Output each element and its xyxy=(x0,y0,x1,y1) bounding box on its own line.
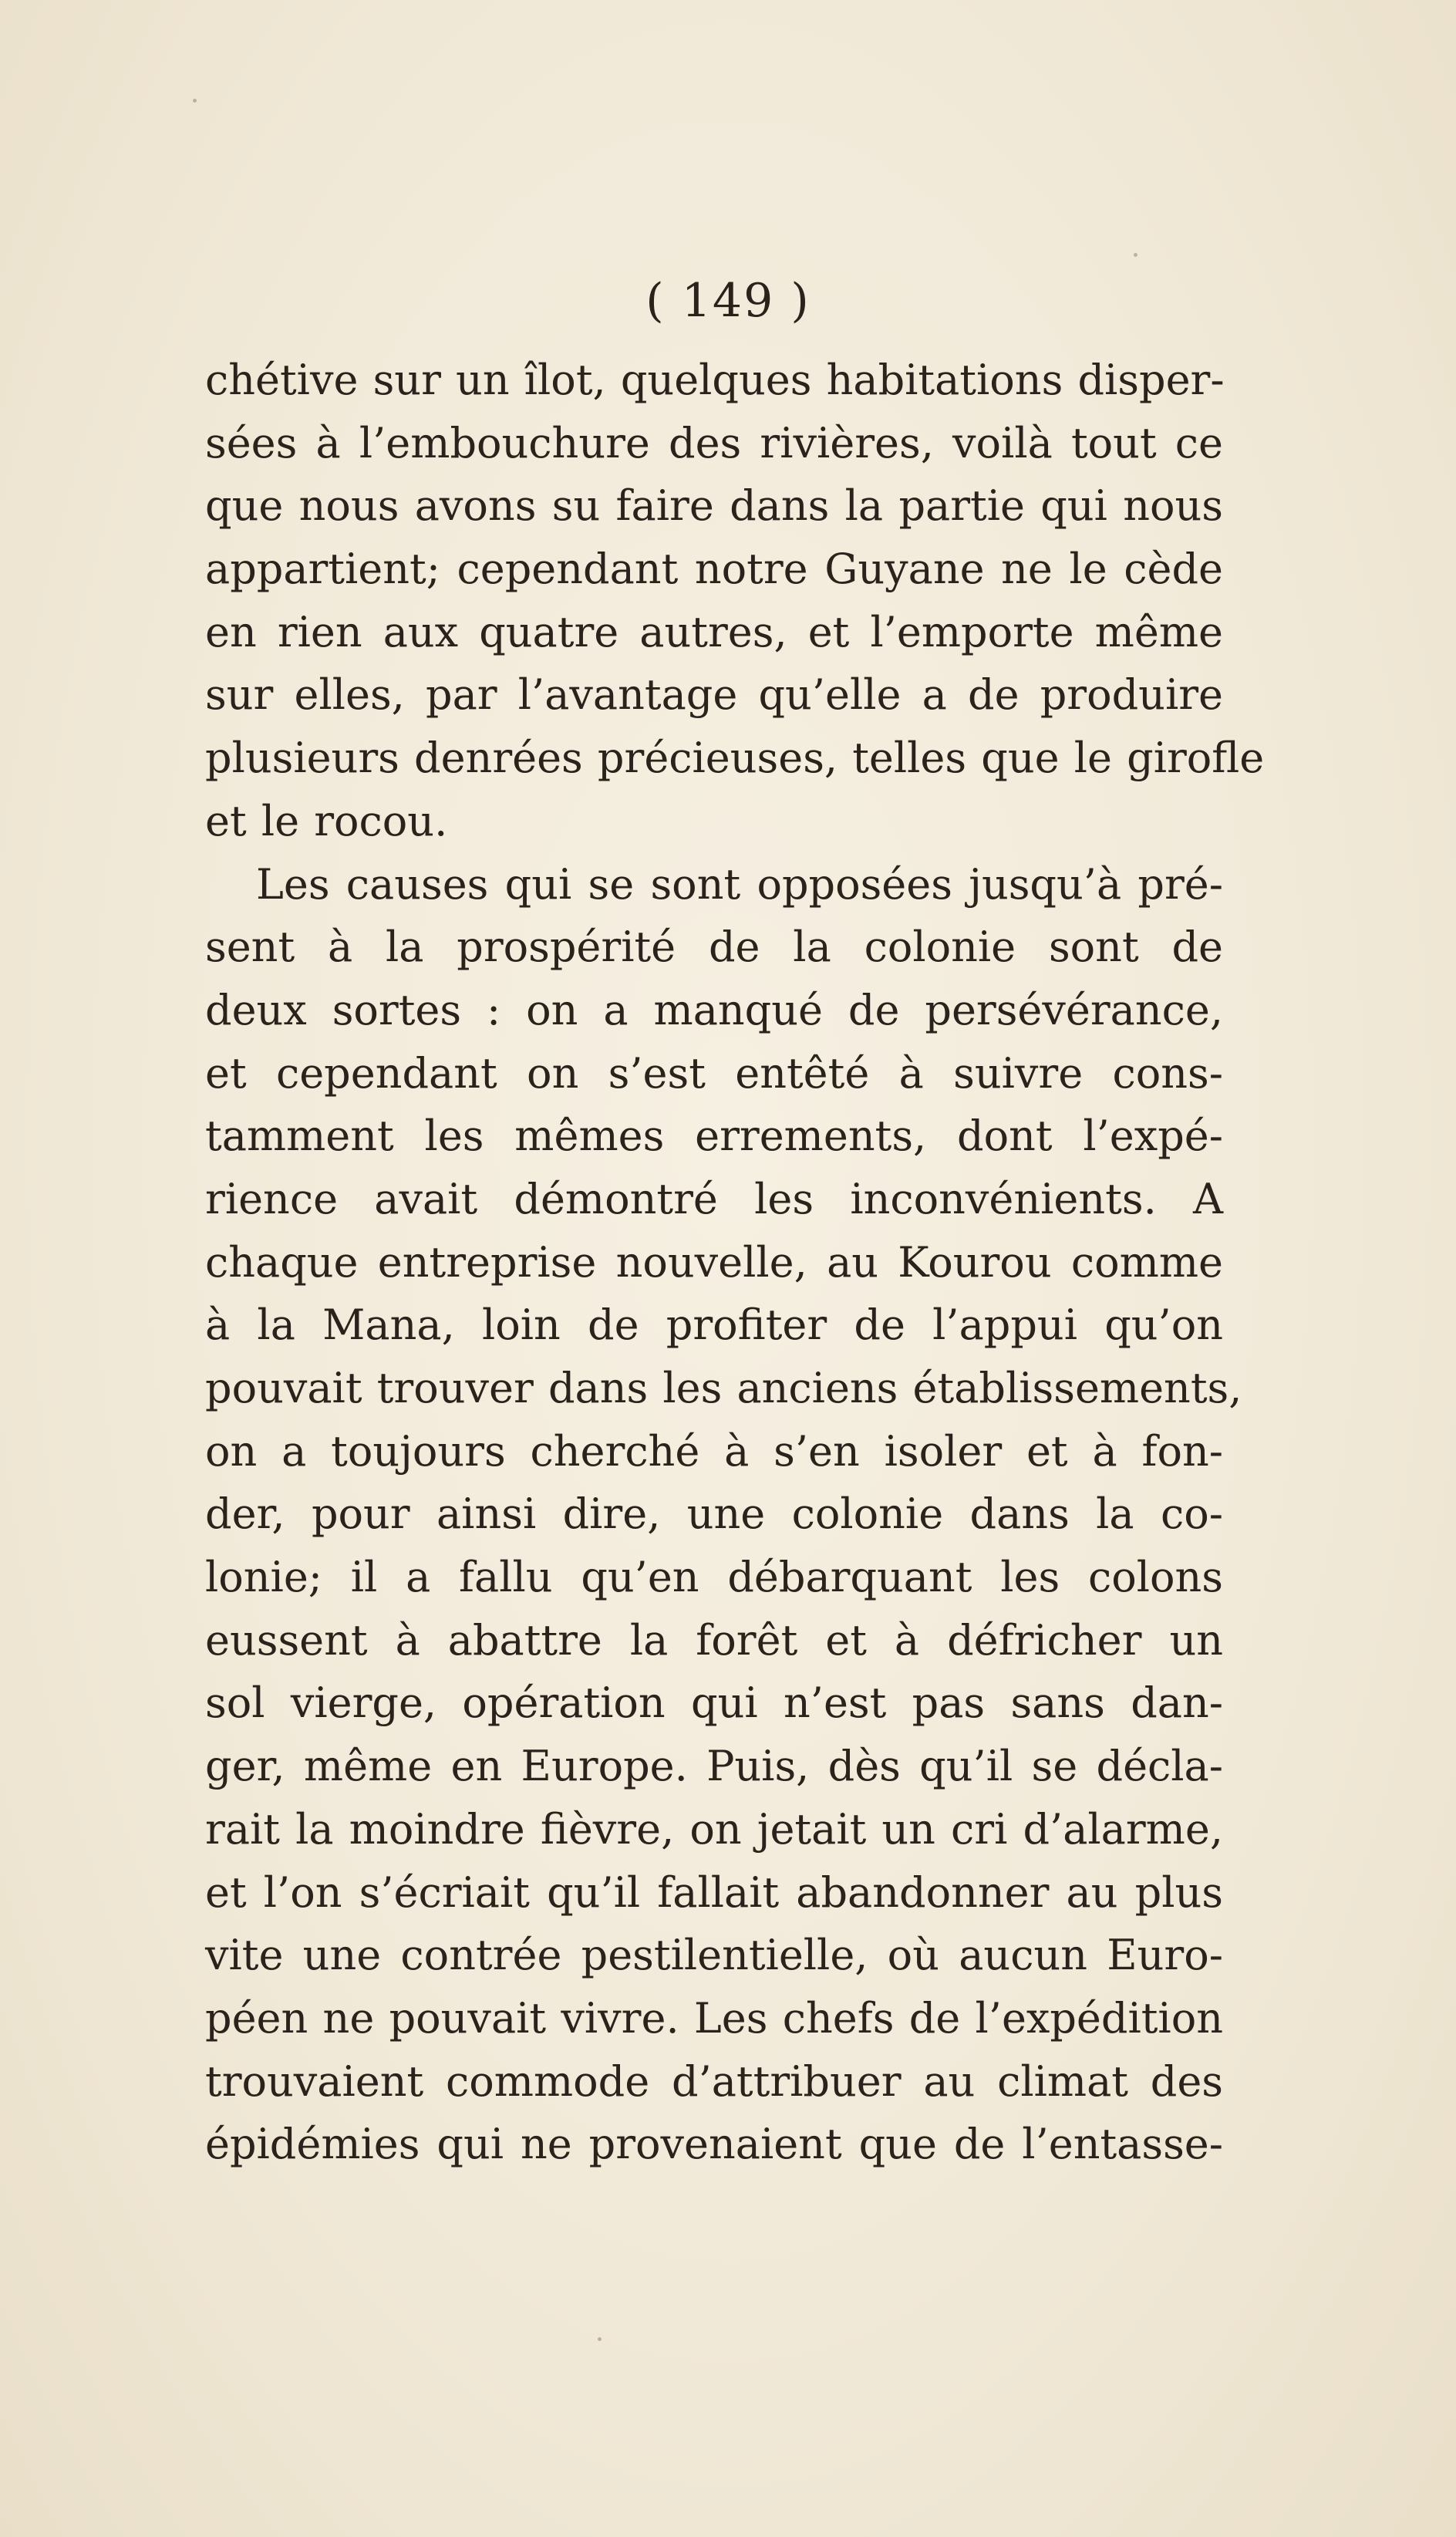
text-line: épidémies qui ne provenaient que de l’entasse- xyxy=(205,2120,1223,2169)
text-line: et l’on s’écriait qu’il fallait abandonner au plus xyxy=(205,1867,1223,1917)
text-line: sur elles, par l’avantage qu’elle a de produire xyxy=(205,670,1223,720)
text-line: ger, même en Europe. Puis, dès qu’il se décla- xyxy=(205,1742,1223,1791)
text-line: appartient; cependant notre Guyane ne le cède xyxy=(205,545,1223,594)
text-line: pouvait trouver dans les anciens établissements, xyxy=(205,1364,1242,1412)
text-line: tamment les mêmes errements, dont l’expé- xyxy=(205,1112,1223,1161)
text-line: rait la moindre fièvre, on jetait un cri d’alarme, xyxy=(205,1804,1223,1854)
paper-speck xyxy=(193,99,197,103)
text-line: en rien aux quatre autres, et l’emporte même xyxy=(205,607,1223,656)
text-line: trouvaient commode d’attribuer au climat des xyxy=(205,2056,1223,2106)
text-line: deux sortes : on a manqué de persévérance, xyxy=(205,985,1223,1034)
text-line: sées à l’embouchure des rivières, voilà tout ce xyxy=(205,418,1223,467)
body-text xyxy=(205,349,1265,2176)
text-line: vite une contrée pestilentielle, où aucun Euro- xyxy=(205,1931,1223,1980)
paper-speck xyxy=(598,2337,602,2341)
text-line: que nous avons su faire dans la partie qui nous xyxy=(205,481,1223,531)
text-line: à la Mana, loin de profiter de l’appui qu’on xyxy=(205,1301,1223,1350)
text-line: et cependant on s’est entêté à suivre cons- xyxy=(205,1048,1223,1098)
page-number: ( 149 ) xyxy=(645,274,811,328)
text-line: sent à la prospérité de la colonie sont de xyxy=(205,923,1223,972)
text-line: lonie; il a fallu qu’en débarquant les colons xyxy=(205,1553,1223,1602)
paper-speck xyxy=(1134,253,1138,257)
text-line: chaque entreprise nouvelle, au Kourou comme xyxy=(205,1237,1223,1287)
text-line: rience avait démontré les inconvénients. A xyxy=(205,1174,1223,1223)
paragraph-start-line: Les causes qui se sont opposées jusqu’à pré- xyxy=(256,859,1223,909)
text-line: on a toujours cherché à s’en isoler et à fon- xyxy=(205,1426,1223,1476)
paragraph-end-line: et le rocou. xyxy=(205,796,448,845)
text-line: plusieurs denrées précieuses, telles que le girofle xyxy=(205,734,1265,783)
text-line: sol vierge, opération qui n’est pas sans dan- xyxy=(205,1678,1223,1728)
text-line: der, pour ainsi dire, une colonie dans la co- xyxy=(205,1489,1223,1539)
text-line: chétive sur un îlot, quelques habitations disper- xyxy=(205,356,1225,404)
text-line: péen ne pouvait vivre. Les chefs de l’expédition xyxy=(205,1993,1223,2043)
text-line: eussent à abattre la forêt et à défricher un xyxy=(205,1615,1223,1665)
